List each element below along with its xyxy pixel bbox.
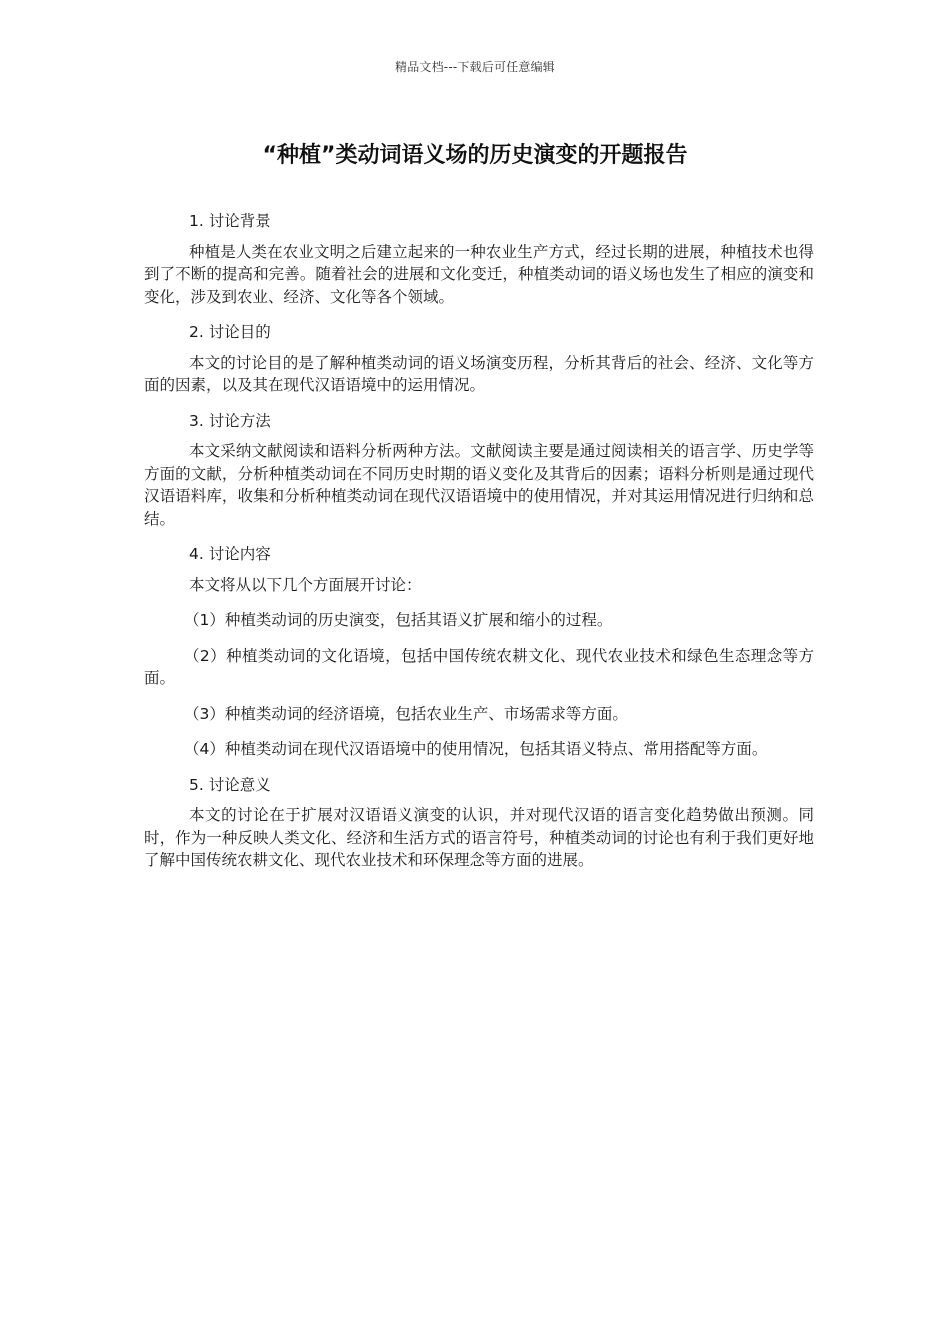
background-paragraph: 种植是人类在农业文明之后建立起来的一种农业生产方式，经过长期的进展，种植技术也得到了不断的提高和完善。随着社会的进展和文化变迁，种植类动词的语义场也发生了相应的演变和变化，涉及到农业、经济、文化等各个领域。 (144, 242, 814, 306)
section-heading-method: 3. 讨论方法 (189, 411, 271, 430)
content-intro: 本文将从以下几个方面展开讨论： (189, 575, 422, 594)
content-item-4: （4）种植类动词在现代汉语语境中的使用情况，包括其语义特点、常用搭配等方面。 (184, 740, 768, 758)
method-paragraph: 本文采纳文献阅读和语料分析两种方法。文献阅读主要是通过阅读相关的语言学、历史学等方面的文献，分析种植类动词在不同历史时期的语义变化及其背后的因素；语料分析则是通过现代汉语语料库，收集和分析种植类动词在现代汉语语境中的使用情况，并对其运用情况进行归纳和总结。 (144, 442, 814, 528)
section-heading-content: 4. 讨论内容 (189, 545, 271, 563)
purpose-paragraph: 本文的讨论目的是了解种植类动词的语义场演变历程，分析其背后的社会、经济、文化等方面的因素，以及其在现代汉语语境中的运用情况。 (144, 353, 814, 394)
header-note: 精品文档---下载后可任意编辑 (395, 60, 555, 74)
document-title: “种植”类动词语义场的历史演变的开题报告 (262, 143, 688, 168)
section-heading-purpose: 2. 讨论目的 (189, 323, 271, 341)
content-item-1: （1）种植类动词的历史演变，包括其语义扩展和缩小的过程。 (184, 611, 613, 629)
section-heading-significance: 5. 讨论意义 (189, 775, 271, 794)
content-item-3: （3）种植类动词的经济语境，包括农业生产、市场需求等方面。 (184, 704, 628, 723)
significance-paragraph: 本文的讨论在于扩展对汉语语义演变的认识，并对现代汉语的语言变化趋势做出预测。同时，作为一种反映人类文化、经济和生活方式的语言符号，种植类动词的讨论也有利于我们更好地了解中国传统农耕文化、现代农业技术和环保理念等方面的进展。 (144, 806, 814, 869)
content-item-2: （2）种植类动词的文化语境，包括中国传统农耕文化、现代农业技术和绿色生态理念等方面。 (144, 646, 814, 687)
section-heading-background: 1. 讨论背景 (189, 212, 271, 230)
document-body (144, 210, 814, 885)
